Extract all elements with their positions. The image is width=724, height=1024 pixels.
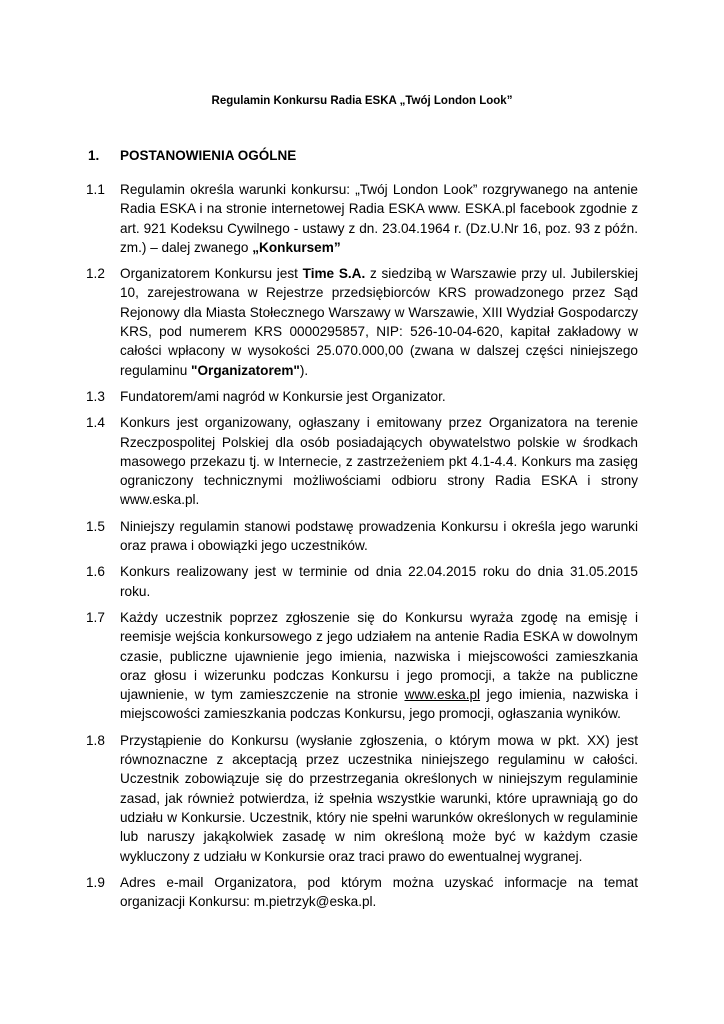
clause-text: Niniejszy regulamin stanowi podstawę prowadzenia Konkursu i określa jego warunki oraz prawa i obowiązki jego uczestników. [120, 518, 638, 554]
clause-1-9 [86, 873, 638, 912]
clause-bold-term: Time S.A. [302, 266, 366, 282]
clause-1-3 [86, 387, 638, 406]
clause-text: Fundatorem/ami nagród w Konkursie jest Organizator. [120, 388, 446, 404]
clause-text: Przystąpienie do Konkursu (wysłanie zgłoszenia, o którym mowa w pkt. XX) jest równoznaczne z akceptacją przez uczestnika niniejszego regulaminu w całości. Uczestnik zobowiązuje się do przestrzegania określonych w niniejszym regulaminie zasad, jak również potwierdza, iż spełnia wszystkie warunki, które uprawniają go do udziału w Konkursie. Uczestnik, który nie spełni warunków określonych w regulaminie lub naruszy jakąkolwiek zasadę w nim określoną może być w każdym czasie wykluczony z udziału w Konkursie oraz traci prawo do ewentualnej wygranej. [120, 732, 638, 864]
clause-number: 1.5 [86, 518, 105, 534]
clause-number: 1.1 [86, 182, 105, 197]
clause-number: 1.3 [86, 388, 105, 404]
clause-text-part: Każdy uczestnik poprzez zgłoszenie się do Konkursu wyraża zgodę na emisję i reemisje wejścia konkursowego z jego udziałem na antenie Radia ESKA w dowolnym czasie, publiczne ujawnienie jego imienia, nazwiska i miejscowości zamieszkania oraz głosu i wizerunku podczas Konkursu i jego promocji, a także na publiczne ujawnienie, w tym zamieszczenie na stronie [120, 609, 638, 703]
section-title: POSTANOWIENIA OGÓLNE [120, 148, 297, 163]
section-number: 1. [88, 148, 100, 163]
clause-text-part: Regulamin określa warunki konkursu: „Twój London Look” rozgrywanego na antenie Radia ESKA i na stronie internetowej Radia ESKA www. ESKA.pl facebook zgodnie z art. 921 Kodeksu Cywilnego - ustawy z dn. 23.04.1964 r. (Dz.U.Nr 16, poz. 93 z późn. zm.) – dalej zwanego [120, 182, 638, 255]
clause-1-7 [86, 608, 638, 724]
clause-text: Adres e-mail Organizatora, pod którym można uzyskać informacje na temat organizacji Konkursu: m.pietrzyk@eska.pl. [120, 874, 638, 910]
clause-text [120, 180, 638, 257]
clause-1-8 [86, 731, 638, 866]
clause-text-part: Organizatorem Konkursu jest [120, 266, 303, 282]
clause-text [120, 264, 638, 380]
clause-bold-term: „Konkursem” [252, 239, 341, 255]
clause-text [120, 608, 638, 724]
eska-link[interactable]: www.eska.pl [404, 687, 481, 703]
clause-bold-term: "Organizatorem" [191, 362, 300, 378]
section-heading [88, 148, 296, 163]
clause-1-2 [86, 264, 638, 380]
clause-text: Konkurs realizowany jest w terminie od dnia 22.04.2015 roku do dnia 31.05.2015 roku. [120, 564, 638, 599]
clause-1-4 [86, 413, 638, 509]
clause-text-part: z siedzibą w Warszawie przy ul. Jubilerskiej 10, zarejestrowana w Rejestrze przedsiębiorców KRS prowadzonego przez Sąd Rejonowy dla Miasta Stołecznego Warszawy w Warszawie, XIII Wydział Gospodarczy KRS, pod numerem KRS 0000295857, NIP: 526-10-04-620, kapitał zakładowy w całości wpłacony w wysokości 25.070.000,00 (zwana w dalszej części niniejszego regulaminu [120, 266, 639, 378]
clause-number: 1.8 [86, 732, 105, 748]
clause-1-1 [86, 180, 638, 257]
document-title: Regulamin Konkursu Radia ESKA „Twój London Look” [211, 95, 513, 107]
clause-text-part: jego imienia, nazwiska i miejscowości zamieszkania podczas Konkursu, jego promocji, ogłaszania wyników. [120, 687, 638, 722]
clause-1-5 [86, 517, 638, 556]
clause-1-6 [86, 562, 638, 601]
clause-text: Konkurs jest organizowany, ogłaszany i emitowany przez Organizatora na terenie Rzeczpospolitej Polskiej dla osób posiadających obywatelstwo polskie w środkach masowego przekazu tj. w Internecie, z zastrzeżeniem pkt 4.1-4.4. Konkurs ma zasięg ograniczony technicznymi możliwościami odbioru strony Radia ESKA i strony www.eska.pl. [120, 415, 638, 508]
clause-number: 1.7 [86, 609, 105, 625]
clause-number: 1.9 [86, 874, 105, 890]
clause-number: 1.4 [86, 415, 105, 431]
clause-number: 1.6 [86, 564, 105, 580]
clause-text-part: ). [299, 362, 309, 378]
clause-number: 1.2 [86, 266, 105, 282]
clause-list [86, 180, 638, 911]
